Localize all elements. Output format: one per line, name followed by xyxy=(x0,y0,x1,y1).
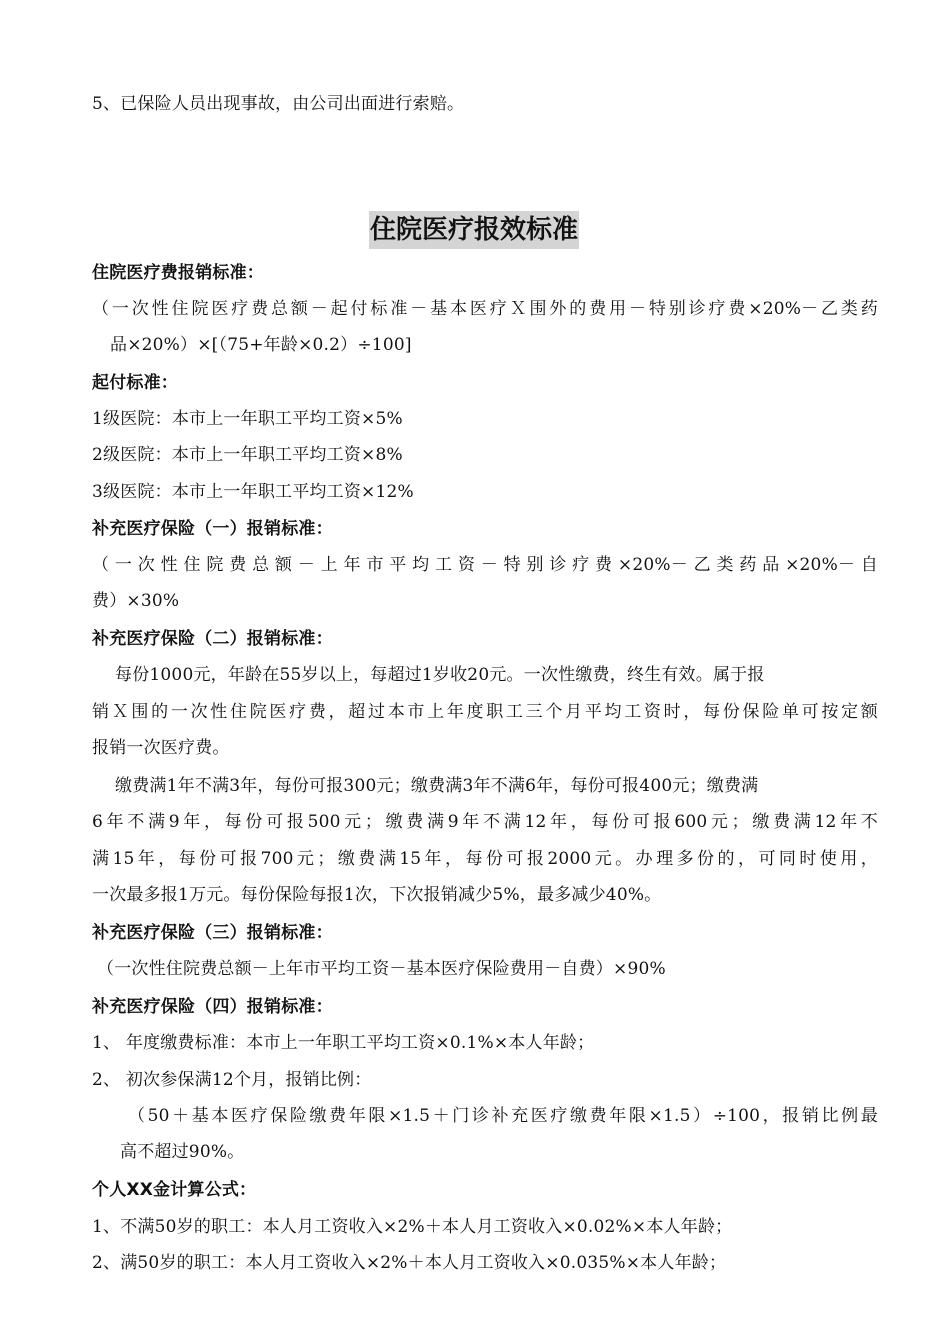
list-item-reimburse-ratio: 2、 初次参保满12个月，报销比例： xyxy=(92,1070,372,1090)
paragraph-2-line-d: 一次最多报1万元。每份保险每报1次，下次报销减少5%，最多减少40%。 xyxy=(92,885,662,905)
list-item-5: 5、已保险人员出现事故，由公司出面进行索赔。 xyxy=(92,94,465,114)
heading-supplement-2: 补充医疗保险（二）报销标准： xyxy=(92,629,333,649)
paragraph-2-line-b: 6年不满9年，每份可报500元；缴费满9年不满12年，每份可报600元；缴费满12年不 xyxy=(92,812,878,832)
deductible-level-3: 3级医院：本市上一年职工平均工资×12% xyxy=(92,482,414,502)
deductible-level-2: 2级医院：本市上一年职工平均工资×8% xyxy=(92,445,403,465)
formula-line-1b: 品×20%）×[（75+年龄×0.2）÷100] xyxy=(110,335,412,355)
list-item-annual-fee: 1、 年度缴费标准：本市上一年职工平均工资×0.1%×本人年龄； xyxy=(92,1033,595,1053)
heading-deductible: 起付标准： xyxy=(92,373,178,393)
paragraph-2-line-c: 满15年，每份可报700元；缴费满15年，每份可报2000元。办理多份的，可同时使用， xyxy=(92,849,878,869)
paragraph-1-line-b: 销Ｘ围的一次性住院医疗费，超过本市上年度职工三个月平均工资时，每份保险单可按定额 xyxy=(92,702,878,722)
formula-line-1a: （一次性住院医疗费总额－起付标准－基本医疗Ｘ围外的费用－特别诊疗费×20%－乙类药 xyxy=(92,299,878,319)
heading-supplement-3: 补充医疗保险（三）报销标准： xyxy=(92,923,333,943)
paragraph-2-line-a: 缴费满1年不满3年，每份可报300元；缴费满3年不满6年，每份可报400元；缴费满 xyxy=(115,776,759,796)
formula-line-2b: 费）×30% xyxy=(92,591,180,611)
heading-supplement-1: 补充医疗保险（一）报销标准： xyxy=(92,519,333,539)
deductible-level-1: 1级医院：本市上一年职工平均工资×5% xyxy=(92,409,403,429)
formula-line-3: （一次性住院费总额－上年市平均工资－基本医疗保险费用－自费）×90% xyxy=(97,959,666,979)
formula-line-2a: （一次性住院费总额－上年市平均工资－特别诊疗费×20%－乙类药品×20%－自 xyxy=(92,555,878,575)
heading-hospital-standard: 住院医疗费报销标准： xyxy=(92,263,264,283)
fund-formula-under-50: 1、不满50岁的职工：本人月工资收入×2%＋本人月工资收入×0.02%×本人年龄； xyxy=(92,1217,733,1237)
heading-supplement-4: 补充医疗保险（四）报销标准： xyxy=(92,997,333,1017)
formula-line-4b: 高不超过90%。 xyxy=(120,1142,245,1162)
page-title: 住院医疗报效标准 xyxy=(369,211,579,249)
fund-formula-over-50: 2、满50岁的职工：本人月工资收入×2%＋本人月工资收入×0.035%×本人年龄； xyxy=(92,1253,727,1273)
heading-personal-fund: 个人XX金计算公式： xyxy=(92,1180,257,1200)
paragraph-1-line-a: 每份1000元，年龄在55岁以上，每超过1岁收20元。一次性缴费，终生有效。属于报 xyxy=(115,665,765,685)
paragraph-1-line-c: 报销一次医疗费。 xyxy=(92,738,230,758)
formula-line-4a: （50＋基本医疗保险缴费年限×1.5＋门诊补充医疗缴费年限×1.5）÷100，报销比例最 xyxy=(128,1106,878,1126)
